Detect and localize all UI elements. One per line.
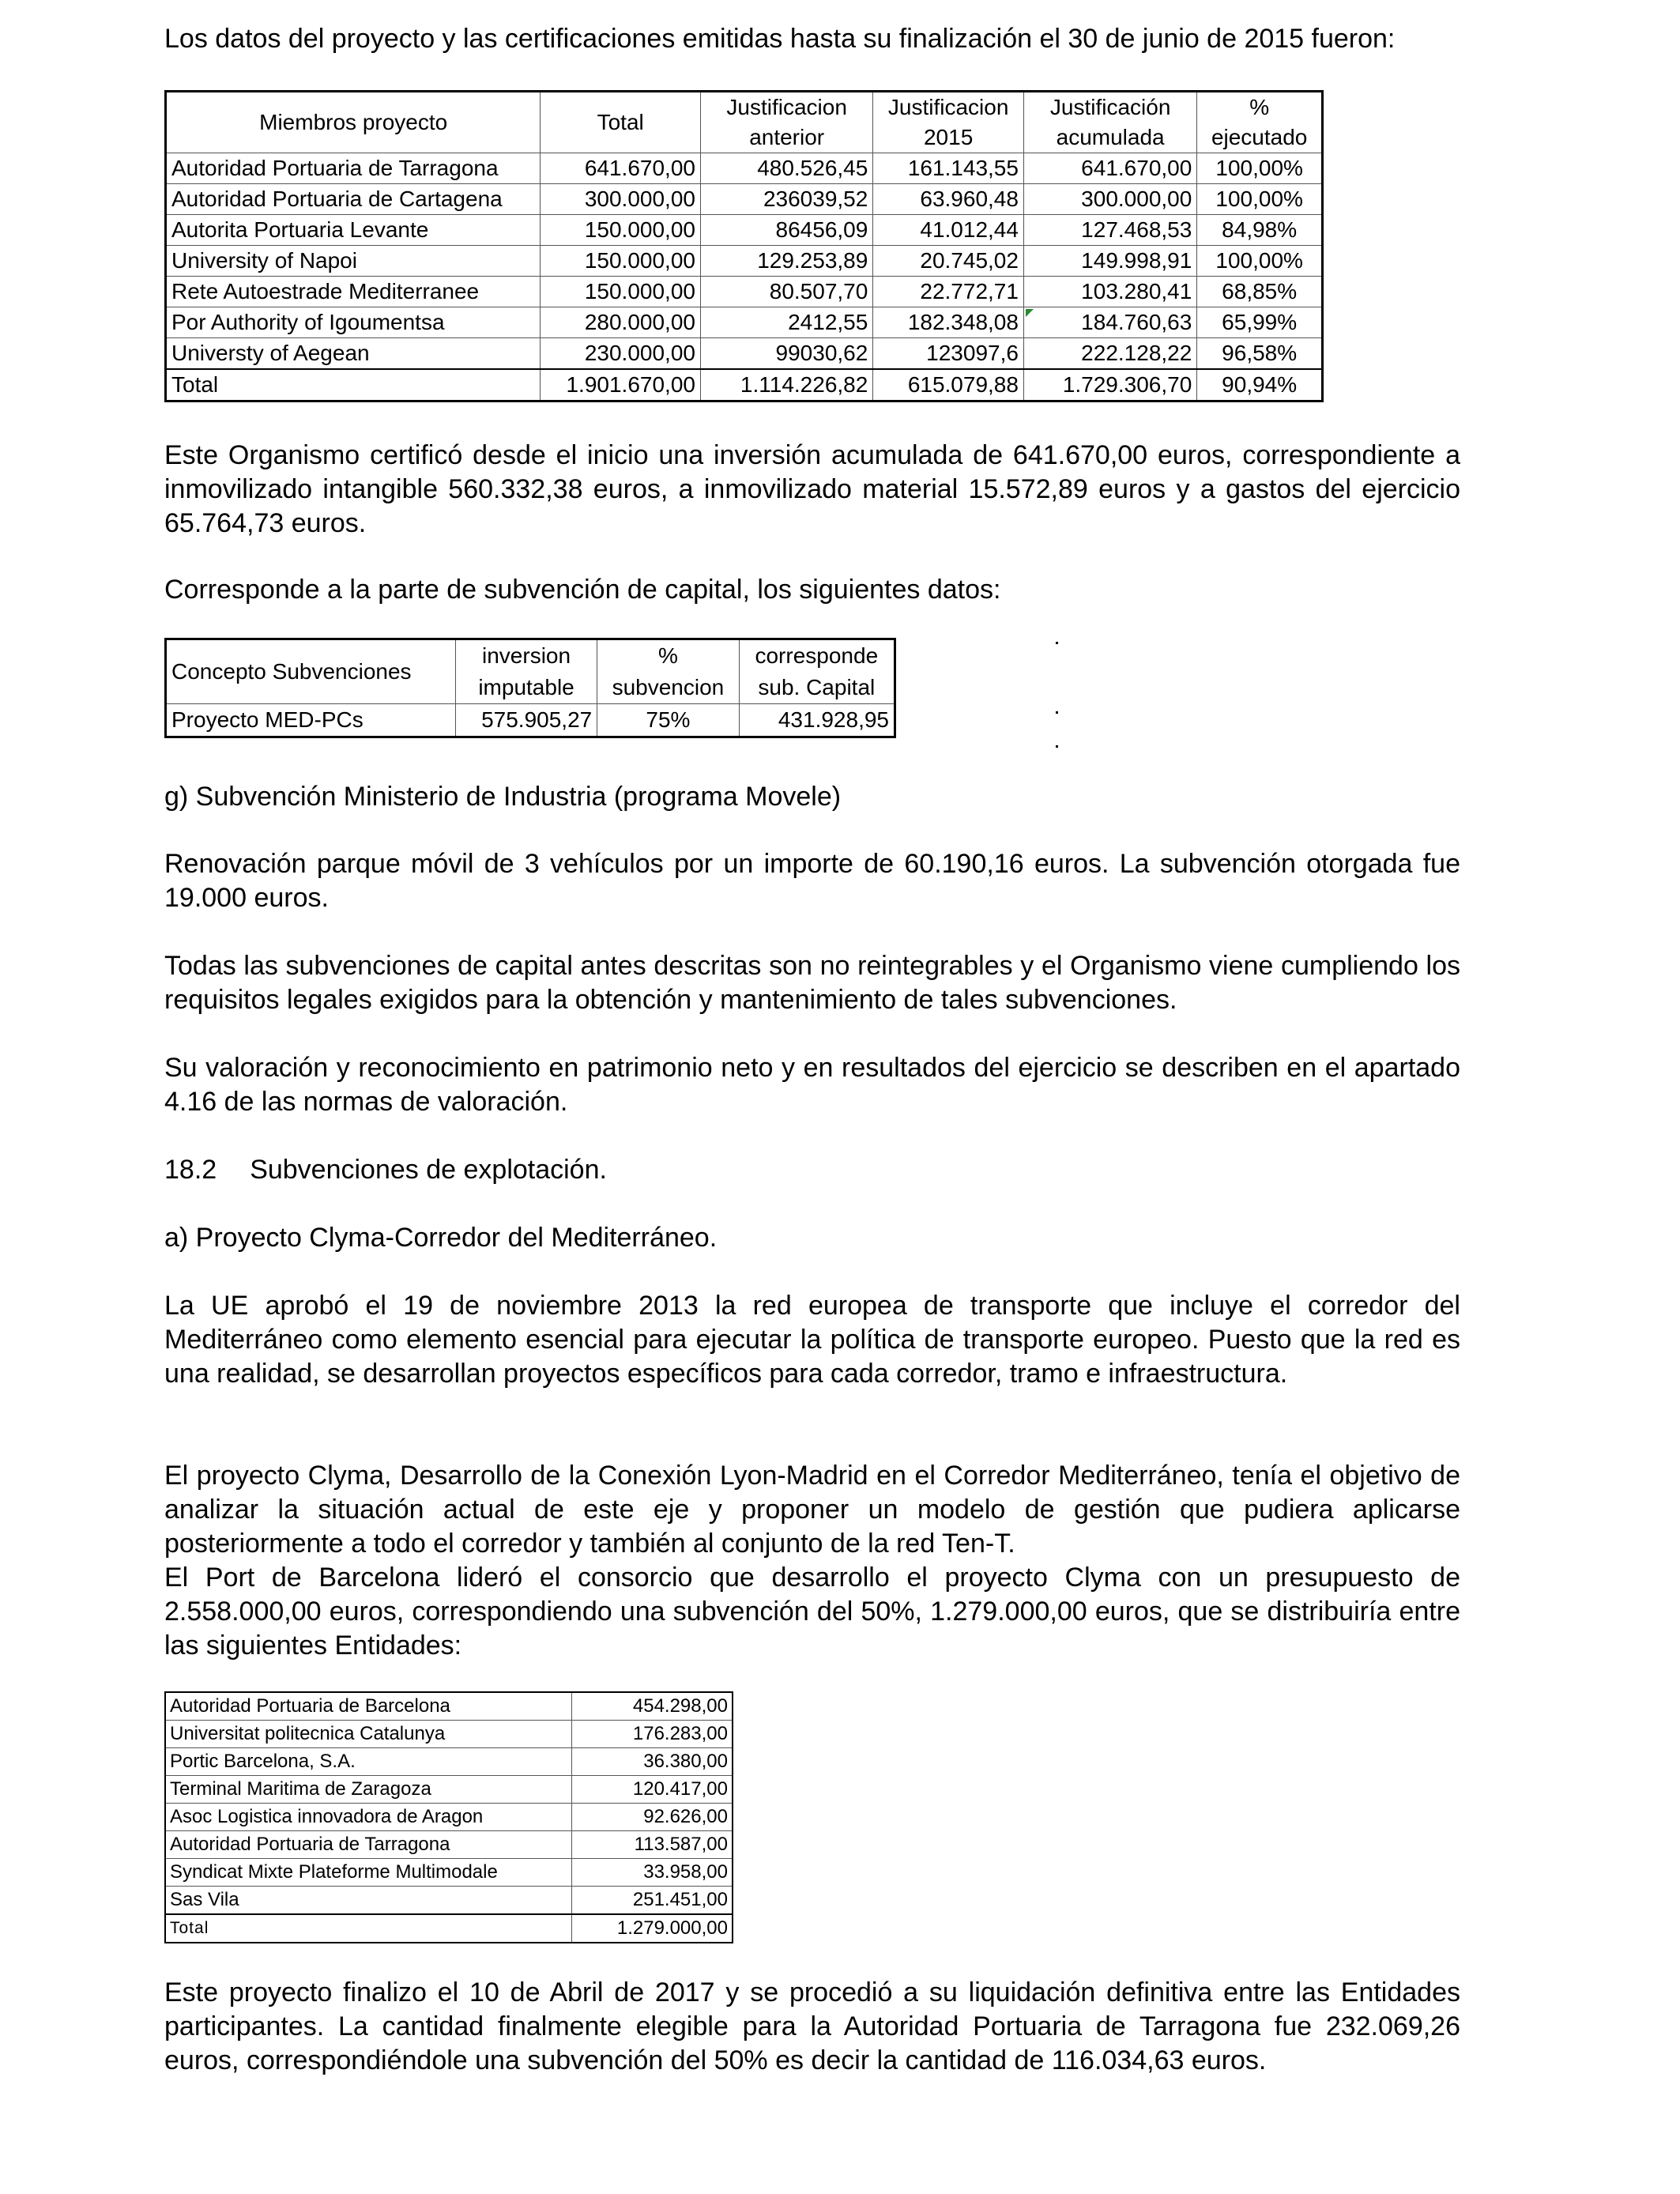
member-name: University of Napoi <box>166 246 541 277</box>
member-acc: 127.468,53 <box>1023 215 1196 246</box>
todas-paragraph: Todas las subvenciones de capital antes descritas son no reintegrables y el Organismo viene cumpliendo los requisitos legales exigidos para la obtención y mantenimiento de tales subvenciones. <box>164 951 1460 1015</box>
header-pct-2: ejecutado <box>1197 123 1323 153</box>
total-prev: 1.114.226,82 <box>700 369 872 401</box>
member-pct: 84,98% <box>1197 215 1323 246</box>
table-row <box>165 1859 733 1887</box>
table-row <box>165 1692 733 1721</box>
table-row <box>166 277 1323 307</box>
certifico-paragraph: Este Organismo certificó desde el inicio una inversión acumulada de 641.670,00 euros, correspondiente a inmovilizado intangible 560.332,38 euros, a inmovilizado material 15.572,89 euros y a gastos del ejercicio 65.764,73 euros. <box>164 440 1460 538</box>
table-row <box>165 1721 733 1748</box>
header-pct-1: % <box>1197 92 1323 123</box>
entity-name: Syndicat Mixte Plateforme Multimodale <box>165 1859 572 1887</box>
table-row <box>166 215 1323 246</box>
member-prev: 129.253,89 <box>700 246 872 277</box>
member-acc: 222.128,22 <box>1023 338 1196 370</box>
renovacion-paragraph: Renovación parque móvil de 3 vehículos por un importe de 60.190,16 euros. La subvención otorgada fue 19.000 euros. <box>164 849 1460 913</box>
member-pct: 65,99% <box>1197 307 1323 338</box>
entity-name: Terminal Maritima de Zaragoza <box>165 1776 572 1804</box>
member-total: 280.000,00 <box>541 307 701 338</box>
valoracion-paragraph: Su valoración y reconocimiento en patrimonio neto y en resultados del ejercicio se describen en el apartado 4.16 de las normas de valoración. <box>164 1053 1460 1117</box>
member-pct: 100,00% <box>1197 153 1323 184</box>
clyma-paragraph: El proyecto Clyma, Desarrollo de la Conexión Lyon-Madrid en el Corredor Mediterráneo, tenía el objetivo de analizar la situación actual de este eje y proponer un modelo de gestión que pudiera aplicarse posteriormente a todo el corredor y también al conjunto de la red Ten-T. <box>164 1461 1460 1559</box>
table-header-row <box>166 92 1323 123</box>
member-pct: 100,00% <box>1197 184 1323 215</box>
entity-name: Universitat politecnica Catalunya <box>165 1721 572 1748</box>
member-total: 641.670,00 <box>541 153 701 184</box>
capital-subsidy-table <box>164 638 896 738</box>
header-prev-2: anterior <box>700 123 872 153</box>
entities-table <box>164 1691 733 1943</box>
entity-amount: 36.380,00 <box>572 1748 733 1776</box>
total-acc: 1.729.306,70 <box>1023 369 1196 401</box>
member-2015: 63.960,48 <box>873 184 1024 215</box>
member-prev: 236039,52 <box>700 184 872 215</box>
header-total: Total <box>541 92 701 153</box>
cell-comment-marker <box>1026 309 1034 317</box>
table-row <box>165 1887 733 1915</box>
member-prev: 86456,09 <box>700 215 872 246</box>
concept-corr: 431.928,95 <box>739 704 895 737</box>
member-prev: 480.526,45 <box>700 153 872 184</box>
table-row <box>166 184 1323 215</box>
entity-total-label: Total <box>165 1914 572 1943</box>
total-2015: 615.079,88 <box>873 369 1024 401</box>
intro-paragraph: Los datos del proyecto y las certificaciones emitidas hasta su finalización el 30 de junio de 2015 fueron: <box>164 24 1396 54</box>
member-name: Autoridad Portuaria de Cartagena <box>166 184 541 215</box>
header-members: Miembros proyecto <box>166 92 541 153</box>
stray-dot <box>1056 745 1058 748</box>
entity-amount: 176.283,00 <box>572 1721 733 1748</box>
member-2015: 41.012,44 <box>873 215 1024 246</box>
concept-name: Proyecto MED-PCs <box>166 704 456 737</box>
member-name: Por Authority of Igoumentsa <box>166 307 541 338</box>
final-paragraph: Este proyecto finalizo el 10 de Abril de 2017 y se procedió a su liquidación definitiva entre las Entidades participantes. La cantidad finalmente elegible para la Autoridad Portuaria de Tarragona fue 232.069,26 euros, correspondiéndole una subvención del 50% es decir la cantidad de 116.034,63 euros. <box>164 1977 1460 2075</box>
member-2015: 161.143,55 <box>873 153 1024 184</box>
member-acc-value: 184.760,63 <box>1081 310 1192 334</box>
entity-amount: 92.626,00 <box>572 1804 733 1831</box>
member-prev: 99030,62 <box>700 338 872 370</box>
entity-amount: 120.417,00 <box>572 1776 733 1804</box>
entity-total-amount: 1.279.000,00 <box>572 1914 733 1943</box>
stray-dot <box>1056 642 1058 644</box>
member-name: Universty of Aegean <box>166 338 541 370</box>
entity-amount: 113.587,00 <box>572 1831 733 1859</box>
corresponde-paragraph: Corresponde a la parte de subvención de capital, los siguientes datos: <box>164 575 1001 605</box>
header-concept: Concepto Subvenciones <box>166 639 456 704</box>
header-inv-1: inversion <box>455 639 597 673</box>
member-pct: 68,85% <box>1197 277 1323 307</box>
member-acc: 103.280,41 <box>1023 277 1196 307</box>
table-row <box>166 307 1323 338</box>
member-2015: 123097,6 <box>873 338 1024 370</box>
stray-dot <box>1056 711 1058 714</box>
entity-name: Sas Vila <box>165 1887 572 1915</box>
total-label: Total <box>166 369 541 401</box>
member-total: 150.000,00 <box>541 277 701 307</box>
header-pct-2: subvencion <box>597 672 739 704</box>
total-total: 1.901.670,00 <box>541 369 701 401</box>
member-total: 230.000,00 <box>541 338 701 370</box>
table-row <box>165 1748 733 1776</box>
table-row <box>166 153 1323 184</box>
port-paragraph: El Port de Barcelona lideró el consorcio que desarrollo el proyecto Clyma con un presupuesto de 2.558.000,00 euros, correspondiendo una subvención del 50%, 1.279.000,00 euros, que se distribuiría entre las siguientes Entidades: <box>164 1563 1460 1661</box>
table-row <box>165 1804 733 1831</box>
heading-18-2-number: 18.2 <box>164 1155 217 1185</box>
member-acc: 641.670,00 <box>1023 153 1196 184</box>
heading-18-2 <box>164 1153 1460 1187</box>
header-inv-2: imputable <box>455 672 597 704</box>
header-acc-1: Justificación <box>1023 92 1196 123</box>
concept-inv: 575.905,27 <box>455 704 597 737</box>
concept-pct: 75% <box>597 704 739 737</box>
certifications-table <box>164 90 1324 402</box>
member-name: Autorita Portuaria Levante <box>166 215 541 246</box>
header-acc-2: acumulada <box>1023 123 1196 153</box>
member-prev: 80.507,70 <box>700 277 872 307</box>
member-name: Autoridad Portuaria de Tarragona <box>166 153 541 184</box>
entity-name: Asoc Logistica innovadora de Aragon <box>165 1804 572 1831</box>
header-pct-1: % <box>597 639 739 673</box>
member-total: 150.000,00 <box>541 215 701 246</box>
header-corr-2: sub. Capital <box>739 672 895 704</box>
table-header-row <box>166 639 895 673</box>
member-2015: 182.348,08 <box>873 307 1024 338</box>
member-pct: 100,00% <box>1197 246 1323 277</box>
member-acc: 149.998,91 <box>1023 246 1196 277</box>
member-2015: 20.745,02 <box>873 246 1024 277</box>
member-acc: 300.000,00 <box>1023 184 1196 215</box>
table-row <box>166 338 1323 370</box>
entity-name: Autoridad Portuaria de Tarragona <box>165 1831 572 1859</box>
member-total: 300.000,00 <box>541 184 701 215</box>
entity-amount: 454.298,00 <box>572 1692 733 1721</box>
table-row <box>166 246 1323 277</box>
member-acc <box>1023 307 1196 338</box>
entity-name: Portic Barcelona, S.A. <box>165 1748 572 1776</box>
header-prev-1: Justificacion <box>700 92 872 123</box>
total-pct: 90,94% <box>1197 369 1323 401</box>
heading-18-2-text: Subvenciones de explotación. <box>250 1155 607 1185</box>
entity-name: Autoridad Portuaria de Barcelona <box>165 1692 572 1721</box>
member-total: 150.000,00 <box>541 246 701 277</box>
heading-g: g) Subvención Ministerio de Industria (programa Movele) <box>164 782 842 812</box>
header-2015-1: Justificacion <box>873 92 1024 123</box>
table-row <box>166 704 895 737</box>
table-row <box>165 1776 733 1804</box>
member-prev: 2412,55 <box>700 307 872 338</box>
table-total-row <box>166 369 1323 401</box>
heading-a: a) Proyecto Clyma-Corredor del Mediterráneo. <box>164 1223 718 1253</box>
header-corr-1: corresponde <box>739 639 895 673</box>
entity-amount: 33.958,00 <box>572 1859 733 1887</box>
header-2015-2: 2015 <box>873 123 1024 153</box>
member-pct: 96,58% <box>1197 338 1323 370</box>
table-total-row <box>165 1914 733 1943</box>
ue-paragraph: La UE aprobó el 19 de noviembre 2013 la red europea de transporte que incluye el corredor del Mediterráneo como elemento esencial para ejecutar la política de transporte europeo. Puesto que la red es una realidad, se desarrollan proyectos específicos para cada corredor, tramo e infraestructura. <box>164 1291 1460 1389</box>
member-name: Rete Autoestrade Mediterranee <box>166 277 541 307</box>
entity-amount: 251.451,00 <box>572 1887 733 1915</box>
table-row <box>165 1831 733 1859</box>
member-2015: 22.772,71 <box>873 277 1024 307</box>
